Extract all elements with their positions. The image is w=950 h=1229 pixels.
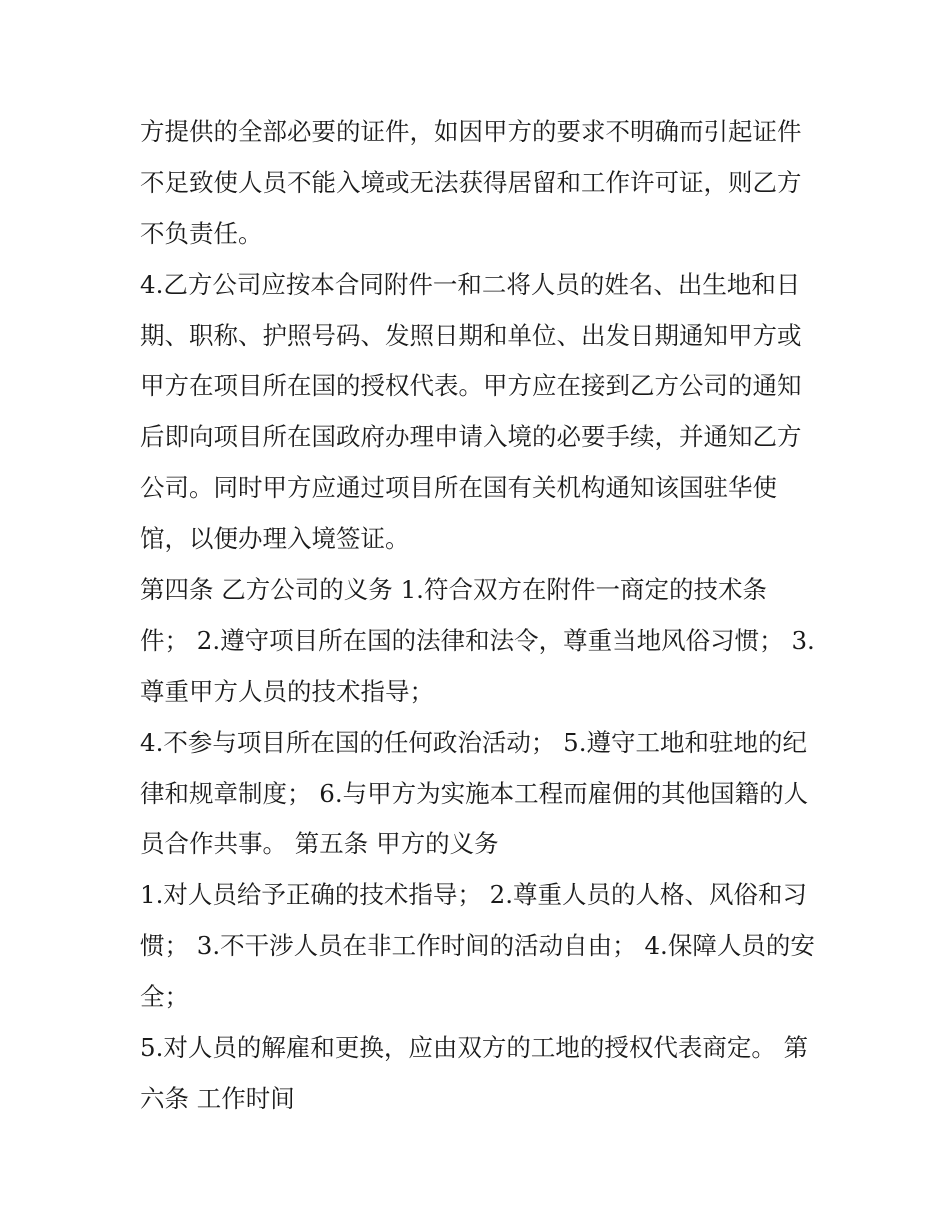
text-line: 律和规章制度； 6.与甲方为实施本工程而雇佣的其他国籍的人 xyxy=(140,778,809,808)
text-line: 期、职称、护照号码、发照日期和单位、出发日期通知甲方或 xyxy=(140,320,802,350)
text-line: 第四条 乙方公司的义务 1.符合双方在附件一商定的技术条 xyxy=(140,575,767,605)
text-line: 惯； 3.不干涉人员在非工作时间的活动自由； 4.保障人员的安 xyxy=(140,931,815,961)
text-line: 六条 工作时间 xyxy=(140,1083,295,1113)
text-line: 1.对人员给予正确的技术指导； 2.尊重人员的人格、风俗和习 xyxy=(140,880,808,910)
text-line: 馆，以便办理入境签证。 xyxy=(140,524,410,554)
text-line: 4.不参与项目所在国的任何政治活动； 5.遵守工地和驻地的纪 xyxy=(140,727,808,757)
contract-body-text xyxy=(140,107,830,1125)
text-line: 件； 2.遵守项目所在国的法律和法令，尊重当地风俗习惯； 3. xyxy=(140,625,815,655)
text-line: 5.对人员的解雇和更换，应由双方的工地的授权代表商定。 第 xyxy=(140,1033,809,1063)
text-line: 不负责任。 xyxy=(140,218,263,248)
text-line: 方提供的全部必要的证件，如因甲方的要求不明确而引起证件 xyxy=(140,117,802,146)
text-line: 全； xyxy=(140,982,189,1012)
text-line: 不足致使人员不能入境或无法获得居留和工作许可证，则乙方 xyxy=(140,167,802,197)
text-line: 尊重甲方人员的技术指导； xyxy=(140,676,434,706)
text-line: 4.乙方公司应按本合同附件一和二将人员的姓名、出生地和日 xyxy=(140,269,801,299)
text-line: 后即向项目所在国政府办理申请入境的必要手续，并通知乙方 xyxy=(140,422,802,452)
text-line: 甲方在项目所在国的授权代表。甲方应在接到乙方公司的通知 xyxy=(140,371,802,401)
text-line: 公司。同时甲方应通过项目所在国有关机构通知该国驻华使 xyxy=(140,473,777,503)
text-line: 员合作共事。 第五条 甲方的义务 xyxy=(140,829,499,859)
